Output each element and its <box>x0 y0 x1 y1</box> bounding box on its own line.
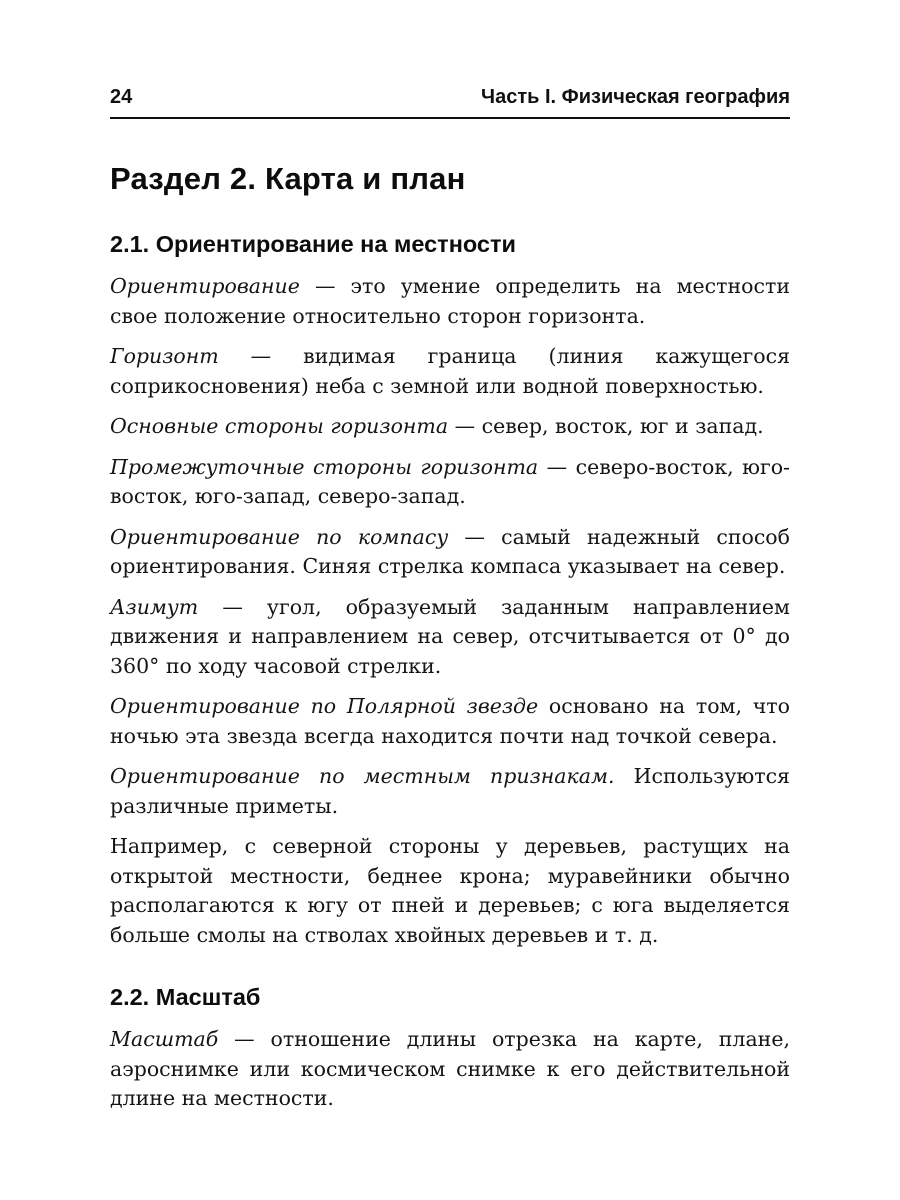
paragraph-text: — это умение определить на местности свое положение относительно сторон горизонта. <box>110 274 790 328</box>
section-scale <box>110 984 790 1114</box>
term: Ориентирование по местным признакам. <box>110 764 615 789</box>
term: Горизонт <box>110 344 219 369</box>
term: Ориентирование <box>110 274 300 298</box>
term: Промежуточные стороны горизонта <box>110 454 539 479</box>
paragraph-text: — угол, образуемый заданным направлением движения и направлением на север, отсчитывается от 0° до 360° по ходу часовой стрелки. <box>110 594 790 678</box>
paragraph-text: основано на том, что ночью эта звезда всегда находится почти над точкой севера. <box>110 694 790 748</box>
term: Ориентирование по Полярной звезде <box>110 694 539 719</box>
paragraph <box>110 593 790 682</box>
term: Ориентирование по компасу <box>110 524 449 549</box>
paragraph-text: Например, с северной стороны у деревьев, растущих на открытой местности, беднее крона; муравейники обычно располагаются к югу от пней и деревьев; с юга выделяется больше смолы на стволах хвойных деревьев и т. д. <box>110 834 790 947</box>
page-header <box>110 86 790 109</box>
paragraph-text: — север, восток, юг и запад. <box>448 414 764 439</box>
chapter-title: Раздел 2. Карта и план <box>110 161 466 196</box>
term: Основные стороны горизонта <box>110 414 449 439</box>
running-title: Часть I. Физическая география <box>481 86 790 108</box>
term: Масштаб <box>110 1027 219 1052</box>
paragraph <box>110 692 790 751</box>
section-orientation <box>110 231 790 950</box>
section-heading-2-2: 2.2. Масштаб <box>110 984 261 1011</box>
paragraph <box>110 453 790 512</box>
paragraph <box>110 832 790 950</box>
paragraph <box>110 762 790 821</box>
section-heading-2-1: 2.1. Ориентирование на местности <box>110 231 516 257</box>
term: Азимут <box>110 594 199 619</box>
paragraph <box>110 412 790 442</box>
header-rule <box>110 117 790 119</box>
paragraph-text: — северо-восток, юго-восток, юго-запад, северо-запад. <box>110 454 790 509</box>
paragraph-text: — видимая граница (линия кажущегося соприкосновения) неба с земной или водной поверхностью. <box>110 344 790 398</box>
paragraph-text: Используются различные приметы. <box>110 764 790 818</box>
paragraph-text: — отношение длины отрезка на карте, плане, аэроснимке или космическом снимке к его действительной длине на местности. <box>110 1027 790 1111</box>
paragraph-text: — самый надежный способ ориентирования. Синяя стрелка компаса указывает на север. <box>110 524 790 579</box>
paragraph <box>110 272 790 331</box>
paragraph <box>110 1025 790 1114</box>
paragraph <box>110 523 790 582</box>
paragraph <box>110 342 790 401</box>
page-number: 24 <box>110 86 133 108</box>
